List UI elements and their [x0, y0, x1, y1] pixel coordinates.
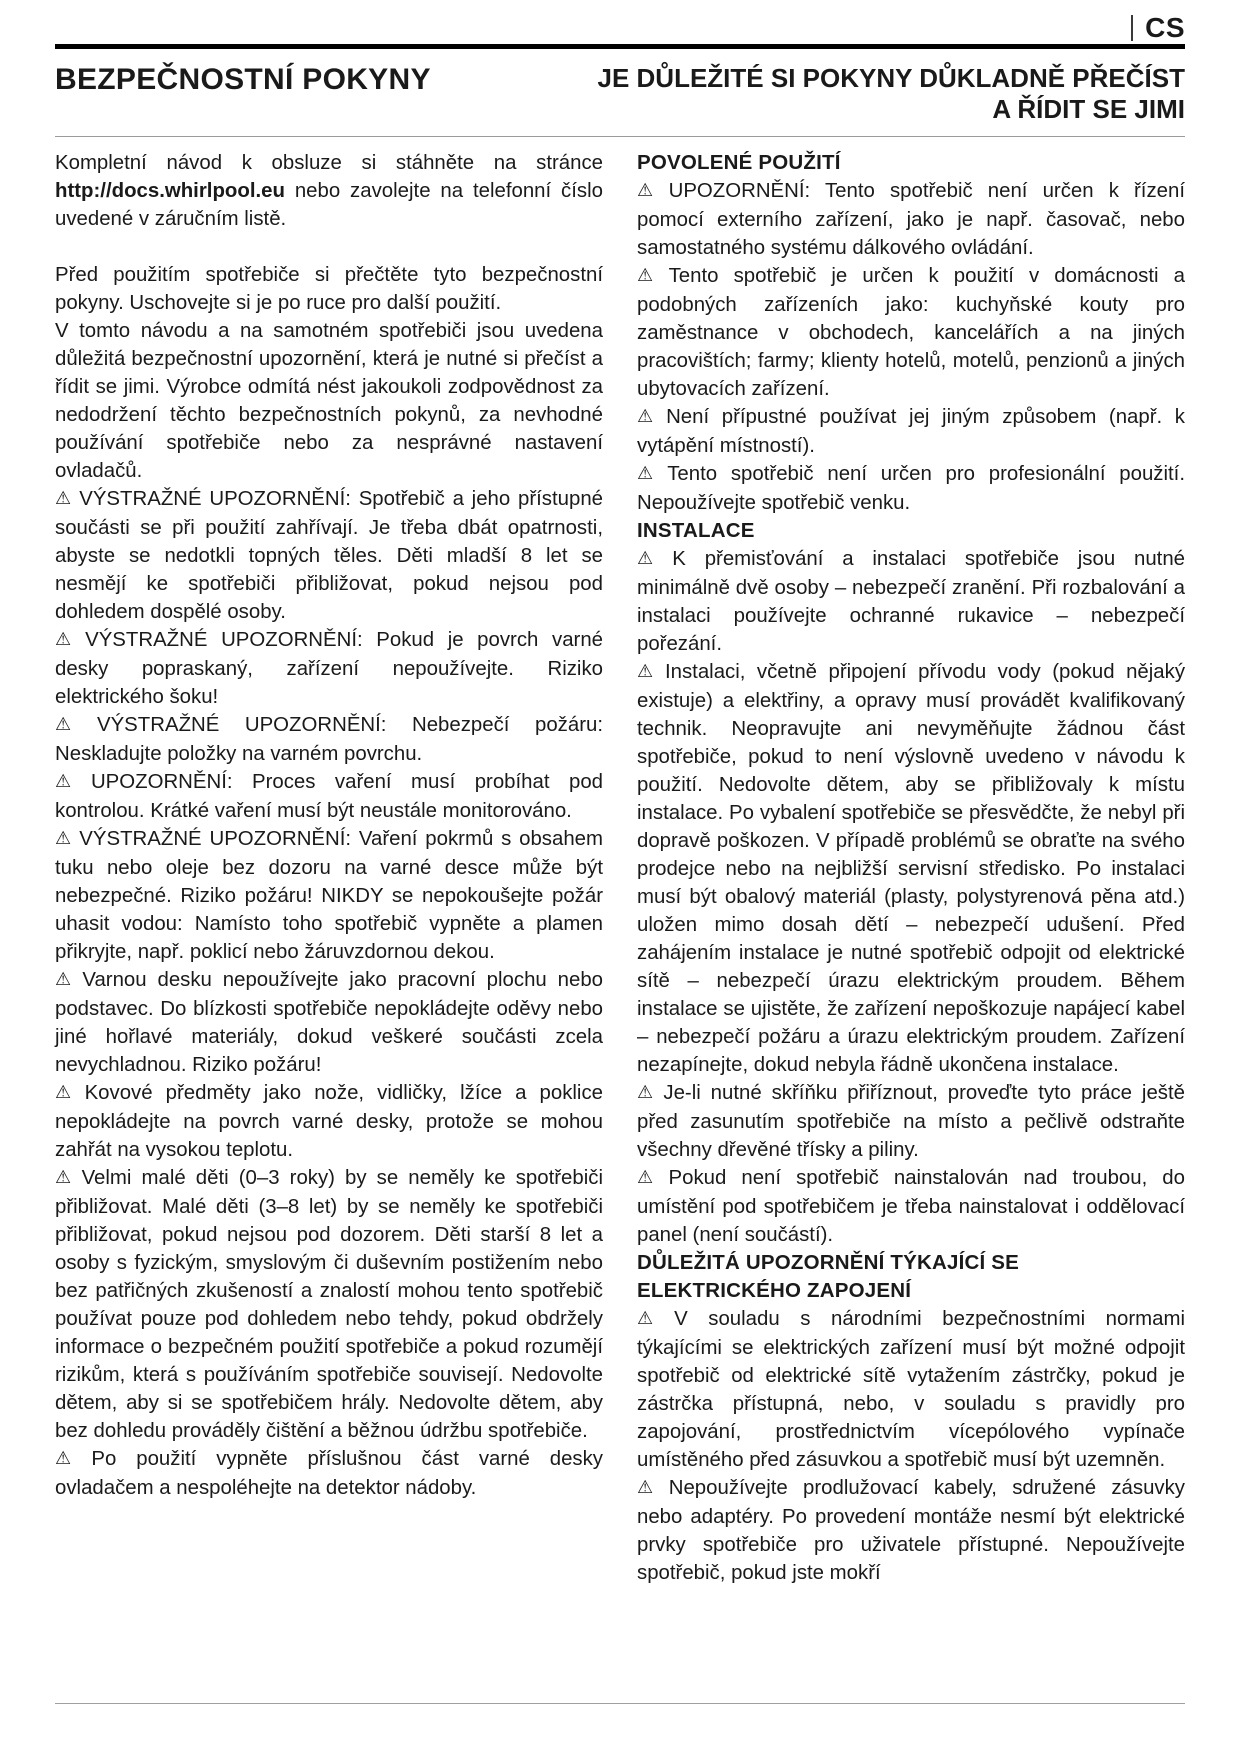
warning-paragraph	[55, 485, 603, 626]
section-heading-instalace: INSTALACE	[637, 519, 755, 543]
warning-icon: ⚠	[55, 488, 74, 510]
intro-text-before: Kompletní návod k obsluze si stáhněte na stránce	[55, 152, 603, 175]
paragraph-text: Po použití vypněte příslušnou část varné desky ovladačem a nespoléhejte na detektor nádoby.	[55, 1448, 603, 1500]
warning-icon: ⚠	[637, 463, 662, 485]
warning-paragraph	[637, 177, 1185, 262]
warning-icon: ⚠	[55, 828, 74, 850]
paragraph-text: Je-li nutné skříňku přiříznout, proveďte tyto práce ještě před zasunutím spotřebiče na místo a pečlivě odstraňte všechny dřevěné třísky a piliny.	[637, 1082, 1185, 1162]
paragraph-text: Před použitím spotřebiče si přečtěte tyto bezpečnostní pokyny. Uschovejte si je po ruce pro další použití.	[55, 264, 603, 315]
paragraph-text: Tento spotřebič není určen pro profesionální použití. Nepoužívejte spotřebič venku.	[637, 463, 1186, 515]
paragraph-text: V souladu s národními bezpečnostními normami týkajícími se elektrických zařízení musí být možné odpojit spotřebič od elektrické sítě vytažením zástrčky, pokud je zástrčka přístupná, nebo, v souladu s pravidly pro zapojování, prostřednictvím vícepólového vypínače umístěného před zásuvkou a spotřebič musí být uzemněn.	[637, 1308, 1185, 1472]
warning-paragraph	[637, 1164, 1185, 1249]
warning-paragraph	[55, 711, 603, 768]
manual-url[interactable]: http://docs.whirlpool.eu	[55, 180, 285, 203]
section-heading-elektricke-zapojeni: DŮLEŽITÁ UPOZORNĚNÍ TÝKAJÍCÍ SE ELEKTRICKÉHO ZAPOJENÍ	[637, 1251, 1020, 1303]
warning-paragraph	[55, 1445, 603, 1502]
warning-icon: ⚠	[637, 1082, 658, 1104]
paragraph-text: Není přípustné používat jej jiným způsobem (např. k vytápění místností).	[637, 406, 1185, 458]
header-divider	[55, 136, 1185, 137]
warning-icon: ⚠	[637, 1308, 669, 1330]
warning-paragraph	[637, 403, 1185, 460]
paragraph-text: UPOZORNĚNÍ: Tento spotřebič není určen k řízení pomocí externího zařízení, jako je např. časovač, nebo samostatného systému dálkového ovládání.	[637, 180, 1186, 260]
warning-paragraph	[637, 460, 1185, 517]
paragraph-text: V tomto návodu a na samotném spotřebiči jsou uvedena důležitá bezpečnostní upozornění, která je nutné si přečíst a řídit se jimi. Výrobce odmítá nést jakoukoli zodpovědnost za nedodržení těchto bezpečnostních pokynů, za nevhodné používání spotřebiče nebo za nesprávné nastavení ovladačů.	[55, 320, 603, 483]
warning-paragraph	[55, 966, 603, 1079]
warning-icon: ⚠	[55, 1082, 79, 1104]
footer-divider	[55, 1703, 1185, 1704]
left-column	[55, 149, 603, 1587]
paragraph	[55, 317, 603, 485]
paragraph-text: K přemisťování a instalaci spotřebiče jsou nutné minimálně dvě osoby – nebezpečí zranění. Při rozbalování a instalaci používejte ochranné rukavice – nebezpečí pořezání.	[637, 548, 1185, 656]
paragraph	[55, 261, 603, 317]
paragraph-text: Kovové předměty jako nože, vidličky, lžíce a poklice nepokládejte na povrch varné desky, protože se mohou zahřát na vysokou teplotu.	[55, 1082, 604, 1162]
warning-paragraph	[55, 626, 603, 711]
corner-tick	[1131, 15, 1133, 41]
content-columns	[55, 149, 1185, 1587]
warning-paragraph	[637, 1305, 1185, 1474]
warning-paragraph	[637, 1474, 1185, 1587]
paragraph-text: VÝSTRAŽNÉ UPOZORNĚNÍ: Pokud je povrch varné desky popraskaný, zařízení nepoužívejte. Riziko elektrického šoku!	[55, 629, 604, 709]
page-subtitle-line2: A ŘÍDIT SE JIMI	[992, 93, 1185, 124]
section-heading-povolene-pouziti: POVOLENÉ POUŽITÍ	[637, 151, 841, 175]
paragraph-text: Pokud není spotřebič nainstalován nad troubou, do umístění pod spotřebičem je třeba nainstalovat i oddělovací panel (není součástí).	[637, 1167, 1185, 1247]
warning-paragraph	[55, 768, 603, 825]
warning-paragraph	[55, 1079, 603, 1164]
warning-paragraph	[637, 1079, 1185, 1164]
warning-icon: ⚠	[55, 969, 77, 991]
warning-paragraph	[55, 825, 603, 966]
intro-text-after: nebo zavolejte na telefonní číslo uvedené v záručním listě.	[55, 180, 603, 231]
paragraph-text: VÝSTRAŽNÉ UPOZORNĚNÍ: Nebezpečí požáru: Neskladujte položky na varném povrchu.	[55, 714, 603, 766]
paragraph-text: VÝSTRAŽNÉ UPOZORNĚNÍ: Vaření pokrmů s obsahem tuku nebo oleje bez dozoru na varné desce může být nebezpečné. Riziko požáru! NIKDY se nepokoušejte požár uhasit vodou: Namísto toho spotřebič vypněte a plamen přikryjte, např. poklicí nebo žáruvzdornou dekou.	[55, 828, 603, 964]
warning-paragraph	[637, 262, 1185, 403]
warning-icon: ⚠	[55, 714, 91, 736]
warning-paragraph	[637, 545, 1185, 658]
warning-icon: ⚠	[637, 1477, 663, 1499]
language-block	[1131, 12, 1185, 44]
page-subtitle	[598, 63, 1186, 124]
paragraph-text: Velmi malé děti (0–3 roky) by se neměly ke spotřebiči přibližovat. Malé děti (3–8 let) by se neměly ke spotřebiči přibližovat, pokud nejsou pod dozorem. Děti starší 8 let a osoby s fyzickým, smyslovým či duševním postižením nebo bez patřičných zkušeností a znalostí mohou tento spotřebič používat pouze pod dohledem nebo tehdy, pokud obdržely informace o bezpečném použití spotřebiče a pokud rozumějí rizikům, která s používáním spotřebiče souvisejí. Nedovolte dětem, aby si se spotřebičem hrály. Nedovolte dětem, aby bez dohledu prováděly čištění a běžnou údržbu spotřebiče.	[55, 1167, 603, 1443]
warning-icon: ⚠	[55, 1448, 86, 1470]
paragraph-text: VÝSTRAŽNÉ UPOZORNĚNÍ: Spotřebič a jeho přístupné součásti se při použití zahřívají. Je třeba dbát opatrnosti, abyste se nedotkli topných těles. Děti mladší 8 let se nesmějí ke spotřebiči přibližovat, pokud nejsou pod dohledem dospělé osoby.	[55, 488, 604, 624]
warning-icon: ⚠	[637, 548, 667, 570]
warning-icon: ⚠	[637, 661, 659, 683]
language-code: CS	[1145, 12, 1185, 43]
paragraph-text: Varnou desku nepoužívejte jako pracovní plochu nebo podstavec. Do blízkosti spotřebiče nepokládejte oděvy nebo jiné hořlavé materiály, dokud veškeré součásti zcela nevychladnou. Riziko požáru!	[55, 969, 603, 1077]
paragraph-text: Tento spotřebič je určen k použití v domácnosti a podobných zařízeních jako: kuchyňské kouty pro zaměstnance v obchodech, kancelářích a na jiných pracovištích; farmy; klienty hotelů, motelů, penzionů a jiných ubytovacích zařízení.	[637, 265, 1185, 401]
warning-paragraph	[637, 658, 1185, 1079]
warning-icon: ⚠	[637, 1167, 663, 1189]
warning-icon: ⚠	[637, 180, 663, 202]
warning-icon: ⚠	[55, 629, 80, 651]
warning-icon: ⚠	[55, 771, 85, 793]
right-column	[637, 149, 1185, 1587]
paragraph-text: Instalaci, včetně připojení přívodu vody (pokud nějaký existuje) a elektřiny, a opravy musí provádět kvalifikovaný technik. Neopravujte ani nevyměňujte žádnou část spotřebiče, pokud to není výslovně uvedeno v návodu k použití. Nedovolte dětem, aby se přibližovaly k místu instalace. Po vybalení spotřebiče se přesvědčte, že nebyl při dopravě poškozen. V případě problémů se obraťte na svého prodejce nebo na nejbližší servisní středisko. Po instalaci musí být obalový materiál (plasty, polystyrenová pěna atd.) uložen mimo dosah dětí – nebezpečí udušení. Před zahájením instalace je nutné spotřebič odpojit od elektrické sítě – nebezpečí úrazu elektrickým proudem. Během instalace se ujistěte, že zařízení nepoškozuje napájecí kabel – nebezpečí požáru a úrazu elektrickým proudem. Zařízení nezapínejte, dokud nebyla řádně ukončena instalace.	[637, 661, 1186, 1077]
intro-paragraph	[55, 149, 603, 233]
page-title: BEZPEČNOSTNÍ POKYNY	[55, 63, 431, 96]
warning-icon: ⚠	[55, 1167, 76, 1189]
paragraph-text: Nepoužívejte prodlužovací kabely, sdružené zásuvky nebo adaptéry. Po provedení montáže nesmí být elektrické prvky spotřebiče pro uživatele přístupné. Nepoužívejte spotřebič, pokud jste mokří	[637, 1477, 1185, 1585]
paragraph-text: UPOZORNĚNÍ: Proces vaření musí probíhat pod kontrolou. Krátké vaření musí být neustále monitorováno.	[55, 771, 603, 823]
warning-icon: ⚠	[637, 406, 661, 428]
warning-paragraph	[55, 1164, 603, 1445]
page-header	[55, 63, 1185, 124]
warning-icon: ⚠	[637, 265, 663, 287]
top-rule	[55, 44, 1185, 49]
page-subtitle-line1: JE DŮLEŽITÉ SI POKYNY DŮKLADNĚ PŘEČÍST	[597, 63, 1185, 93]
